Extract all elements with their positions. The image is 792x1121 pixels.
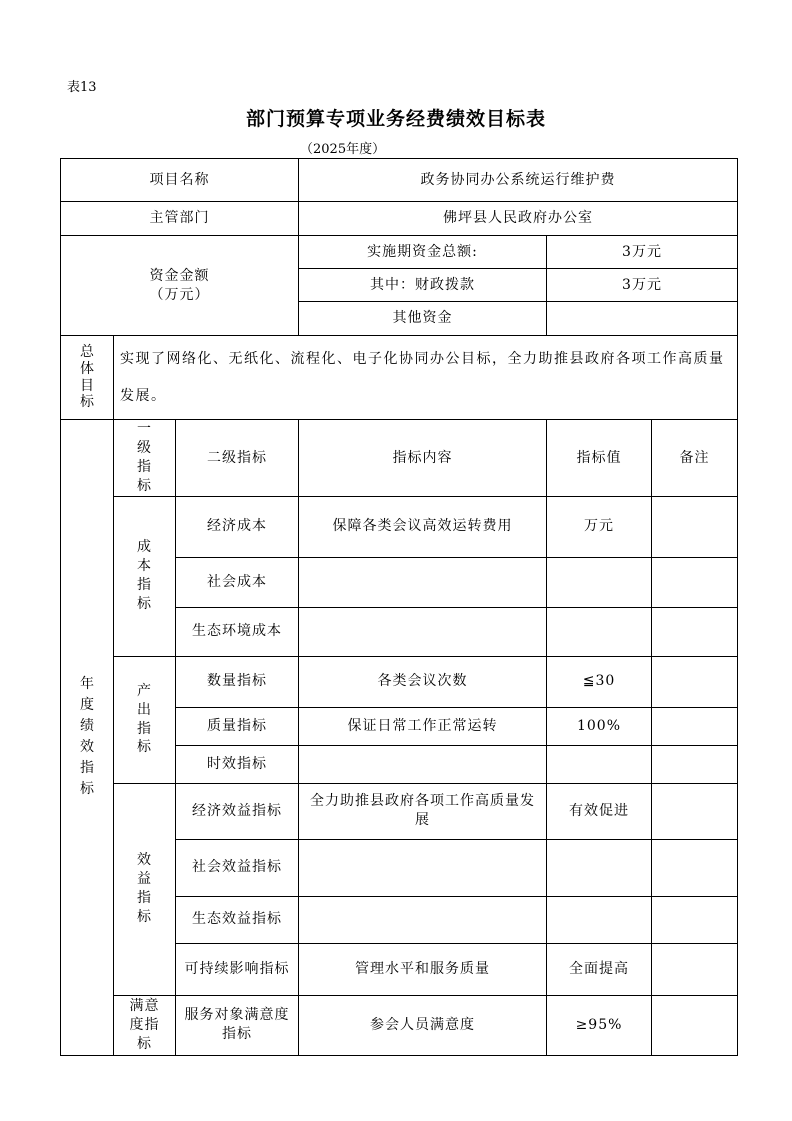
content-cell: 参会人员满意度 — [299, 995, 547, 1055]
group-cost-label — [114, 496, 176, 656]
value-cell: ≦30 — [547, 656, 652, 707]
table-number-label: 表13 — [67, 80, 97, 95]
value-cell: ≥95% — [547, 995, 652, 1055]
level2-cell: 数量指标 — [176, 656, 299, 707]
level2-cell: 时效指标 — [176, 745, 299, 783]
level2-cell: 服务对象满意度指标 — [176, 995, 299, 1055]
value-cell: 100% — [547, 707, 652, 745]
group-output-label — [114, 656, 176, 783]
other-funds-label: 其他资金 — [299, 302, 547, 336]
group-satisfaction-label — [114, 995, 176, 1055]
col-note-header: 备注 — [652, 420, 738, 497]
group-benefit-text: 效益指标 — [137, 852, 152, 925]
value-cell: 全面提高 — [547, 943, 652, 995]
level2-cell: 社会效益指标 — [176, 839, 299, 896]
value-cell: 有效促进 — [547, 783, 652, 839]
value-cell — [547, 557, 652, 607]
col-level1-text: 一级指标 — [137, 421, 152, 494]
total-funds-label: 实施期资金总额: — [299, 236, 547, 269]
group-benefit-label — [114, 783, 176, 995]
table-row — [61, 656, 738, 707]
project-name-value: 政务协同办公系统运行维护费 — [299, 159, 738, 202]
content-cell: 全力助推县政府各项工作高质量发展 — [299, 783, 547, 839]
level2-cell: 社会成本 — [176, 557, 299, 607]
content-cell: 各类会议次数 — [299, 656, 547, 707]
note-cell — [652, 707, 738, 745]
fiscal-funds-label: 其中：财政拨款 — [299, 269, 547, 302]
fiscal-funds-value: 3万元 — [547, 269, 738, 302]
table-row — [61, 995, 738, 1055]
level2-cell: 可持续影响指标 — [176, 943, 299, 995]
level2-cell: 经济效益指标 — [176, 783, 299, 839]
other-funds-value — [547, 302, 738, 336]
col-value-header: 指标值 — [547, 420, 652, 497]
value-cell — [547, 607, 652, 656]
dept-label: 主管部门 — [61, 202, 299, 236]
col-level1-header — [114, 420, 176, 497]
group-output-text: 产出指标 — [137, 682, 152, 756]
note-cell — [652, 745, 738, 783]
funds-label: 资金金额 （万元） — [61, 236, 299, 336]
note-cell — [652, 496, 738, 557]
document-title: 部门预算专项业务经费绩效目标表 — [245, 108, 546, 130]
note-cell — [652, 656, 738, 707]
note-cell — [652, 995, 738, 1055]
overall-objective-text: 实现了网络化、无纸化、流程化、电子化协同办公目标，全力助推县政府各项工作高质量发展。 — [114, 336, 738, 420]
col-content-header: 指标内容 — [299, 420, 547, 497]
document-year: （2025年度） — [300, 142, 386, 157]
note-cell — [652, 943, 738, 995]
annual-indicators-label — [61, 420, 114, 1056]
group-satisfaction-text: 满意度指标 — [129, 997, 160, 1052]
note-cell — [652, 896, 738, 943]
content-cell — [299, 896, 547, 943]
note-cell — [652, 839, 738, 896]
content-cell — [299, 745, 547, 783]
note-cell — [652, 783, 738, 839]
content-cell: 保障各类会议高效运转费用 — [299, 496, 547, 557]
annual-indicators-label-text: 年度绩效指标 — [80, 676, 95, 798]
performance-target-table — [60, 158, 738, 1056]
table-row — [61, 496, 738, 557]
content-cell: 保证日常工作正常运转 — [299, 707, 547, 745]
level2-cell: 生态环境成本 — [176, 607, 299, 656]
project-name-label: 项目名称 — [61, 159, 299, 202]
overall-objective-label-text: 总体目标 — [80, 343, 95, 411]
content-cell: 管理水平和服务质量 — [299, 943, 547, 995]
value-cell: 万元 — [547, 496, 652, 557]
col-level2-header: 二级指标 — [176, 420, 299, 497]
level2-cell: 生态效益指标 — [176, 896, 299, 943]
note-cell — [652, 607, 738, 656]
value-cell — [547, 839, 652, 896]
total-funds-value: 3万元 — [547, 236, 738, 269]
group-cost-text: 成本指标 — [137, 539, 152, 612]
dept-value: 佛坪县人民政府办公室 — [299, 202, 738, 236]
content-cell — [299, 607, 547, 656]
level2-cell: 经济成本 — [176, 496, 299, 557]
note-cell — [652, 557, 738, 607]
table-row — [61, 783, 738, 839]
content-cell — [299, 839, 547, 896]
content-cell — [299, 557, 547, 607]
value-cell — [547, 745, 652, 783]
value-cell — [547, 896, 652, 943]
level2-cell: 质量指标 — [176, 707, 299, 745]
overall-objective-label — [61, 336, 114, 420]
